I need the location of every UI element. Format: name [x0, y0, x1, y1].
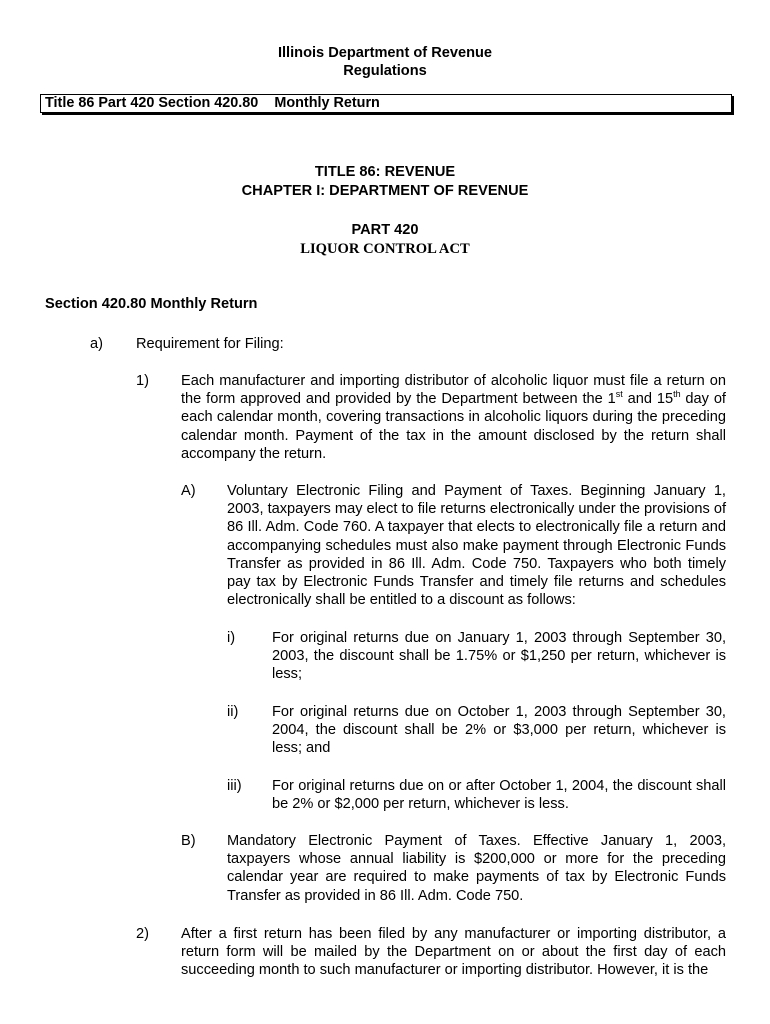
item-iii-label: iii) — [227, 778, 242, 794]
subparagraph-B-text: Mandatory Electronic Payment of Taxes. Effective January 1, 2003, taxpayers whose annual liability is $200,000 or more for the preceding calendar year are required to make payments of tax by Electronic Funds Transfer as provided in 86 Ill. Adm. Code 750. — [227, 833, 726, 904]
item-i-text: For original returns due on January 1, 2003 through September 30, 2003, the discount shall be 1.75% or $1,250 per return, whichever is less; — [272, 630, 726, 683]
item-ii-text: For original returns due on October 1, 2003 through September 30, 2004, the discount shall be 2% or $3,000 per return, whichever is less; and — [272, 704, 726, 757]
paragraph-1-text — [181, 372, 726, 463]
item-iii-text: For original returns due on or after October 1, 2004, the discount shall be 2% or $2,000 per return, whichever is less. — [272, 778, 726, 813]
heading-chapter: CHAPTER I: DEPARTMENT OF REVENUE — [241, 183, 529, 199]
heading-act: LIQUOR CONTROL ACT — [300, 241, 470, 257]
paragraph-1-part3: day of each calendar month, covering transactions in alcoholic liquors during the preceding calendar month. Payment of the tax in the amount disclosed by the return shall accompany the return. — [181, 391, 726, 462]
title-section-name: Monthly Return — [274, 95, 380, 111]
paragraph-1-part2: and 15 — [622, 391, 674, 408]
subparagraph-A-label: A) — [181, 483, 196, 499]
paragraph-2-text: After a first return has been filed by any manufacturer or importing distributor, a return form will be mailed by the Department on or about the first day of each succeeding month to such manufacturer or importing distributor. However, it is the — [181, 926, 726, 979]
superscript-st: st — [615, 389, 623, 400]
header-subtitle: Regulations — [343, 63, 427, 79]
subparagraph-A-text: Voluntary Electronic Filing and Payment of Taxes. Beginning January 1, 2003, taxpayers may elect to file returns electronically under the provisions of 86 Ill. Adm. Code 760. A taxpayer that elects to electronically file a return and accompanying schedules must also make payment through Electronic Funds Transfer as provided in 86 Ill. Adm. Code 750. Taxpayers who both timely pay tax by Electronic Funds Transfer and timely file returns and schedules electronically shall be entitled to a discount as follows: — [227, 483, 726, 609]
subparagraph-B-label: B) — [181, 833, 196, 849]
paragraph-1-part1: Each manufacturer and importing distributor of alcoholic liquor must file a return on the form approved and provided by the Department between the 1 — [181, 373, 726, 408]
paragraph-1-label: 1) — [136, 373, 149, 389]
title-bar — [40, 94, 732, 113]
item-ii-label: ii) — [227, 704, 239, 720]
subsection-a-label: a) — [90, 336, 103, 352]
paragraph-2-label: 2) — [136, 926, 149, 942]
heading-part: PART 420 — [351, 222, 419, 238]
subsection-a-text: Requirement for Filing: — [136, 336, 284, 352]
agency-name: Illinois Department of Revenue — [277, 45, 493, 61]
superscript-th: th — [673, 389, 681, 400]
heading-title: TITLE 86: REVENUE — [314, 164, 456, 180]
title-citation: Title 86 Part 420 Section 420.80 — [45, 95, 259, 111]
section-title: Section 420.80 Monthly Return — [45, 296, 258, 312]
item-i-label: i) — [227, 630, 236, 646]
